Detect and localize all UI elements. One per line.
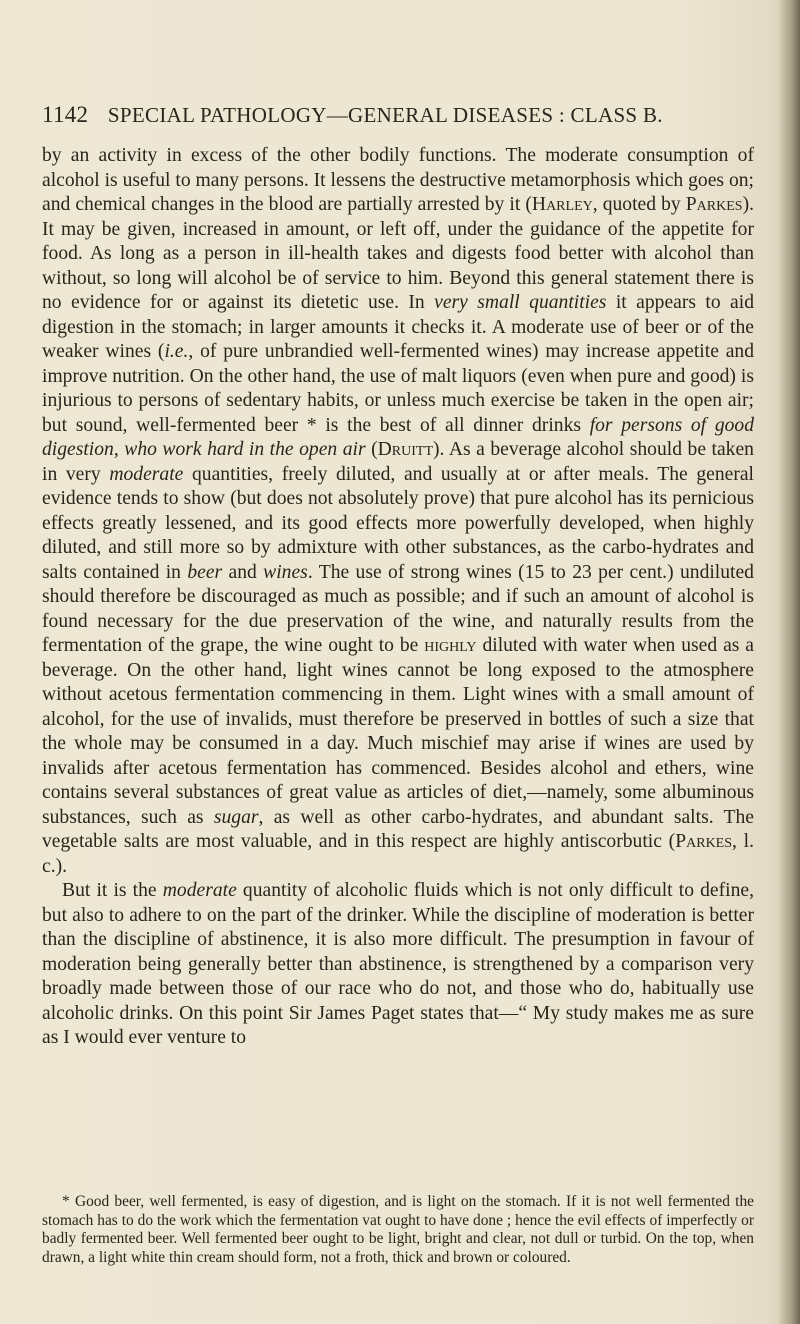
running-header xyxy=(42,102,742,128)
page-spine-shadow xyxy=(778,0,800,1324)
paragraph-2 xyxy=(42,879,754,1051)
text-run: by an activity in excess of the other bodily functions. The moderate consumption of alcohol is useful to many persons. It lessens the destructive metamorphosis which goes on; and chemical changes in the blood are partially arrested by it ( xyxy=(42,145,754,215)
paragraph-1 xyxy=(42,144,754,879)
text-run: highly xyxy=(424,635,477,656)
footnote xyxy=(42,1193,754,1267)
text-run: i.e. xyxy=(164,341,189,362)
page-number: 1142 xyxy=(42,102,89,127)
text-run: quantities, freely diluted, and usually at or after meals. The general evidence tends to show (but does not absolutely prove) that pure alcohol has its pernicious effects greatly lessened, and its good effects more powerfully developed, when highly diluted, and still more so by admixture with other substances, as the carbo-hydrates and salts contained in xyxy=(42,463,754,583)
text-run: it appears to aid digestion in the stomach; in larger amounts it checks it. A moderate use of beer or of the weaker wines ( xyxy=(42,292,754,362)
text-run: sugar xyxy=(213,806,259,828)
text-run: diluted with water when used as a beverage. On the other hand, light wines cannot be long exposed to the atmosphere without acetous fermentation commencing in them. Light wines with a small amount of alcohol, for the use of invalids, must therefore be preserved in bottles of such a size that the whole may be consumed in a day. Much mischief may arise if wines are used by invalids after acetous fermentation has commenced. Besides alcohol and ethers, wine contains several substances of great value as articles of diet,—namely, some albuminous substances, such as xyxy=(42,635,754,828)
text-run: moderate xyxy=(162,880,237,901)
text-run: ). It may be given, increased in amount, or left off, under the guidance of the appetite for food. As long as a person in ill-health takes and digests food better with alcohol than without, so long will alcohol be of service to him. Beyond this general statement there is no evidence for or against its dietetic use. In xyxy=(42,194,754,313)
text-run: , l. c.). xyxy=(42,831,755,877)
body-text xyxy=(42,144,754,1051)
text-run: Parkes xyxy=(685,194,743,215)
text-run: moderate xyxy=(109,463,184,485)
text-run: , as well as other carbo-hydrates, and abundant salts. The vegetable salts are most valuable, and in this respect are highly antiscorbutic ( xyxy=(42,806,754,852)
text-run: quantity of alcoholic fluids which is not only difficult to define, but also to adhere to on the part of the drinker. While the discipline of moderation is better than the discipline of abstinence, it is also more difficult. The presumption in favour of moderation being generally better than abstinence, is strengthened by a comparison very broadly made between those of our race who do not, and those who do, habitually use alcoholic drinks. On this point Sir James Paget states that—“ My study makes me as sure as I would ever venture to xyxy=(42,880,754,1048)
text-run: ). As a beverage alcohol should be taken in very xyxy=(42,439,754,485)
text-run: for persons of good digestion, who work hard in the open air xyxy=(42,414,755,460)
text-run: Parkes xyxy=(675,831,733,852)
text-run: , of pure unbrandied well-fermented wines) may increase appetite and improve nutrition. On the other hand, the use of malt liquors (even when pure and good) is injurious to persons of sedentary habits, or unless much exercise be taken in the open air; but sound, well-fermented beer * is the best of all dinner drinks xyxy=(42,341,754,436)
text-run: beer xyxy=(187,561,223,583)
text-run: . The use of strong wines (15 to 23 per cent.) undiluted should therefore be discouraged as much as possible; and if such an amount of alcohol is found necessary for the due preservation of the wine, and naturally results from the fermentation of the grape, the wine ought to be xyxy=(42,561,754,656)
text-run: , quoted by xyxy=(592,194,686,215)
text-run: wines xyxy=(263,561,308,583)
text-run: But it is the xyxy=(62,880,163,901)
text-run: very small quantities xyxy=(434,292,607,313)
text-run: and xyxy=(222,561,264,583)
text-run: ( xyxy=(365,439,378,460)
text-run: Druitt xyxy=(377,439,434,460)
running-title: SPECIAL PATHOLOGY—GENERAL DISEASES : CLASS B. xyxy=(107,103,663,127)
footnote-text: * Good beer, well fermented, is easy of digestion, and is light on the stomach. If it is not well fermented the stomach has to do the work which the fermentation vat ought to have done ; hence the evil effects of imperfectly or badly fermented beer. Well fermented beer ought to be light, bright and clear, not dull or turbid. On the top, when drawn, a light white thin cream should form, not a froth, thick and brown or coloured. xyxy=(42,1193,754,1266)
text-run: Harley xyxy=(531,194,593,215)
